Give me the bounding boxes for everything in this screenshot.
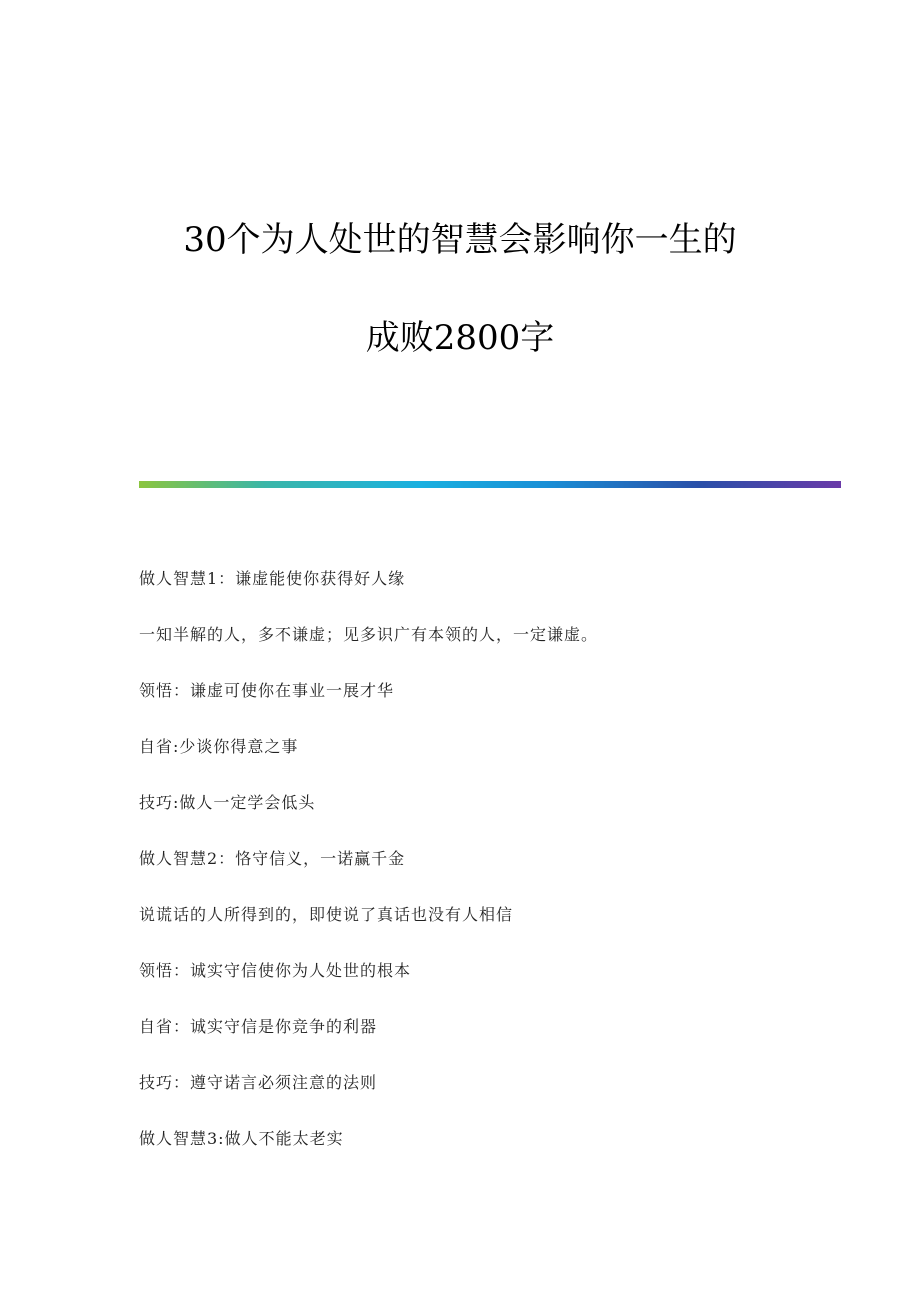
paragraph-8: 领悟：诚实守信使你为人处世的根本: [139, 961, 412, 980]
paragraph-6: 做人智慧2：恪守信义，一诺赢千金: [139, 849, 406, 868]
gradient-divider: [139, 481, 841, 488]
paragraph-1: 做人智慧1：谦虚能使你获得好人缘: [139, 569, 406, 588]
document-title-line-2: 成败2800字: [365, 318, 555, 358]
paragraph-5: 技巧:做人一定学会低头: [139, 793, 316, 812]
paragraph-9: 自省：诚实守信是你竞争的利器: [139, 1017, 378, 1036]
paragraph-7: 说谎话的人所得到的，即使说了真话也没有人相信: [139, 905, 514, 924]
paragraph-3: 领悟：谦虚可使你在事业一展才华: [139, 681, 395, 700]
paragraph-11: 做人智慧3:做人不能太老实: [139, 1129, 344, 1148]
paragraph-10: 技巧：遵守诺言必须注意的法则: [139, 1073, 378, 1092]
paragraph-2: 一知半解的人，多不谦虚；见多识广有本领的人，一定谦虚。: [139, 625, 599, 644]
document-title-line-1: 30个为人处世的智慧会影响你一生的: [183, 220, 737, 260]
paragraph-4: 自省:少谈你得意之事: [139, 737, 299, 756]
